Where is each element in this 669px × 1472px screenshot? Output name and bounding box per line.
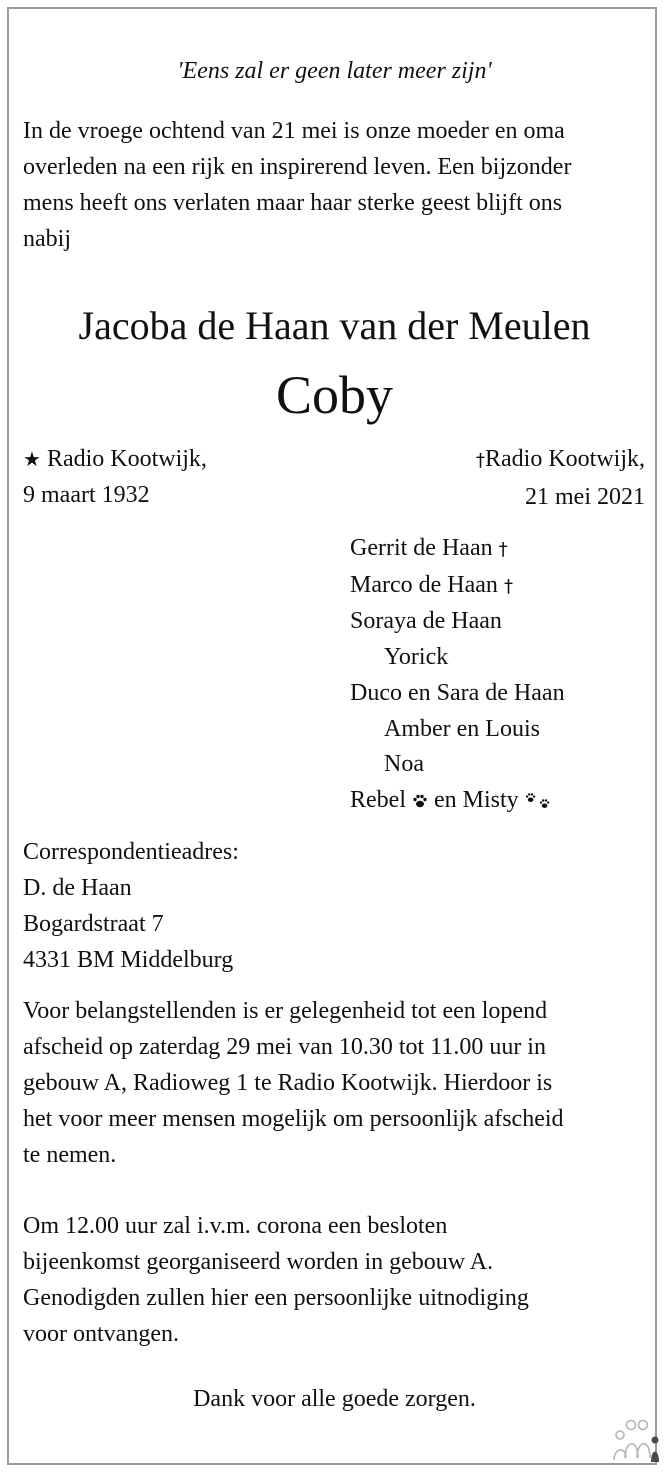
family-member: Soraya de Haan	[350, 608, 502, 635]
motto: 'Eens zal er geen later meer zijn'	[177, 58, 492, 84]
paw-print-icon	[412, 793, 428, 809]
farewell-line: te nemen.	[23, 1142, 117, 1168]
intro-line: overleden na een rijk en inspirerend leven. Een bijzonder	[23, 154, 572, 180]
death-place: Radio Kootwijk,	[485, 446, 645, 472]
intro-line: nabij	[23, 226, 71, 252]
farewell-line: Voor belangstellenden is er gelegenheid tot een lopend	[23, 998, 548, 1024]
intro-line: In de vroege ochtend van 21 mei is onze moeder en oma	[23, 118, 565, 144]
deceased-nickname: Coby	[275, 365, 394, 425]
farewell-line: het voor meer mensen mogelijk om persoonlijk afscheid	[23, 1106, 564, 1132]
farewell-text	[23, 993, 564, 1173]
cross-icon: †	[498, 539, 508, 560]
farewell-line: gebouw A, Radioweg 1 te Radio Kootwijk. Hierdoor is	[23, 1070, 553, 1096]
cross-icon: †	[476, 450, 485, 471]
farewell-line: afscheid op zaterdag 29 mei van 10.30 tot 11.00 uur in	[23, 1034, 546, 1060]
intro-line: mens heeft ons verlaten maar haar sterke geest blijft ons	[23, 190, 563, 216]
address-street: Bogardstraat 7	[23, 911, 164, 937]
family-member: Gerrit de Haan †	[350, 535, 508, 561]
thanks-text: Dank voor alle goede zorgen.	[193, 1386, 476, 1412]
address-city: 4331 BM Middelburg	[23, 947, 234, 973]
star-icon: ★	[23, 447, 41, 471]
corona-line: Genodigden zullen hier een persoonlijke uitnodiging	[23, 1285, 529, 1311]
corona-line: voor ontvangen.	[23, 1321, 179, 1347]
corona-line: bijeenkomst georganiseerd worden in gebouw A.	[23, 1249, 494, 1275]
birth-info	[23, 441, 207, 513]
corona-text	[23, 1208, 529, 1352]
address-name: D. de Haan	[23, 875, 132, 901]
birth-date: 9 maart 1932	[23, 482, 150, 508]
family-member: Amber en Louis	[384, 715, 540, 742]
family-list	[350, 531, 565, 819]
family-pets	[350, 783, 565, 819]
correspondence-address	[23, 834, 239, 978]
family-tree-logo-icon	[610, 1418, 662, 1464]
birth-place: Radio Kootwijk,	[46, 446, 207, 472]
address-heading: Correspondentieadres:	[23, 839, 239, 865]
pet-name: Rebel	[350, 786, 406, 813]
death-info	[476, 441, 645, 515]
family-member: Duco en Sara de Haan	[350, 679, 565, 706]
family-member: Yorick	[384, 644, 449, 671]
family-member: Marco de Haan †	[350, 571, 513, 598]
cross-icon: †	[503, 575, 513, 597]
death-date: 21 mei 2021	[525, 484, 645, 510]
paw-prints-icon	[525, 792, 553, 810]
corona-line: Om 12.00 uur zal i.v.m. corona een besloten	[23, 1213, 448, 1239]
family-member: Noa	[384, 751, 424, 778]
intro-text	[23, 113, 571, 257]
pet-name: en Misty	[433, 786, 519, 813]
deceased-full-name: Jacoba de Haan van der Meulen	[78, 303, 591, 348]
